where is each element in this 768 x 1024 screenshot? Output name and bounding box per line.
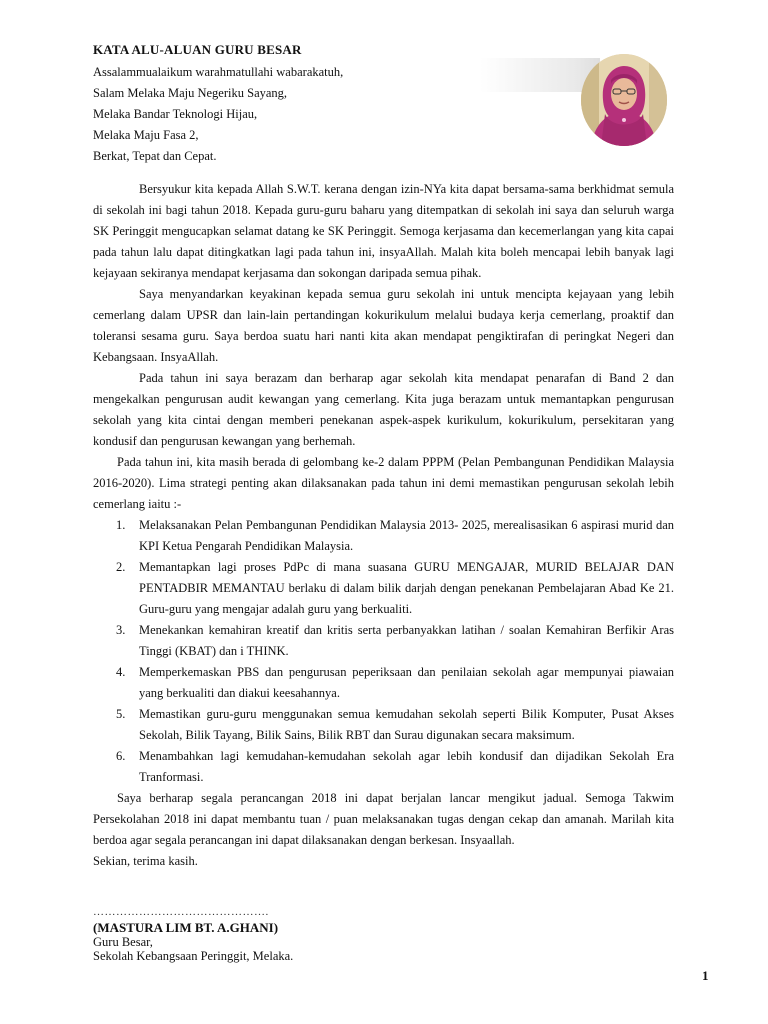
greeting-line: Salam Melaka Maju Negeriku Sayang, xyxy=(93,86,288,100)
signatory-name: (MASTURA LIM BT. A.GHANI) xyxy=(93,920,279,935)
list-number: 5. xyxy=(116,707,126,721)
signature-line: ………………………………………. xyxy=(93,906,269,918)
portrait-illustration xyxy=(581,54,667,146)
list-item xyxy=(93,746,674,788)
list-text: Melaksanakan Pelan Pembangunan Pendidikan Malaysia 2013- 2025, merealisasikan 6 aspirasi murid dan KPI Ketua Pengarah Pendidikan Malaysia. xyxy=(139,518,674,553)
list-text: Memastikan guru-guru menggunakan semua kemudahan sekolah seperti Bilik Komputer, Pusat Akses Sekolah, Bilik Tayang, Bilik Sains, Bilik RBT dan Surau digunakan secara maksimum. xyxy=(139,707,674,742)
paragraph: Bersyukur kita kepada Allah S.W.T. kerana dengan izin-NYa kita dapat bersama-sama berkhidmat semula di sekolah ini bagi tahun 2018. Kepada guru-guru baharu yang ditempatkan di sekolah ini saya dan seluruh warga SK Peringgit mengucapkan selamat datang ke SK Peringgit. Semoga kerjasama dan kecemerlangan yang kita capai pada tahun lalu dapat ditingkatkan lagi pada tahun ini, insyaAllah. Malah kita boleh mencapai lebih banyak lagi kejayaan sekiranya mendapat kerjasama dan sokongan daripada semua pihak. xyxy=(93,182,674,280)
list-item xyxy=(93,704,674,746)
greeting-line: Melaka Bandar Teknologi Hijau, xyxy=(93,107,258,121)
headmistress-photo xyxy=(581,54,667,146)
document-title: KATA ALU-ALUAN GURU BESAR xyxy=(93,42,302,57)
signoff: Sekian, terima kasih. xyxy=(93,854,198,868)
list-number: 6. xyxy=(116,749,126,763)
list-item xyxy=(93,515,674,557)
list-text: Menekankan kemahiran kreatif dan kritis serta perbanyakkan latihan / soalan Kemahiran Berfikir Aras Tinggi (KBAT) dan i THINK. xyxy=(139,623,674,658)
paragraph: Pada tahun ini, kita masih berada di gelombang ke-2 dalam PPPM (Pelan Pembangunan Pendidikan Malaysia 2016-2020). Lima strategi penting akan dilaksanakan pada tahun ini demi memastikan pengurusan sekolah lebih cemerlang iaitu :- xyxy=(93,455,674,511)
list-item xyxy=(93,557,674,620)
paragraph: Pada tahun ini saya berazam dan berharap agar sekolah kita mendapat penarafan di Band 2 dan mengekalkan pengurusan audit kewangan yang cemerlang. Kita juga berazam untuk memantapkan pengurusan sekolah yang kita cintai dengan memberi penekanan aspek-aspek kurikulum, kokurikulum, persekitaran yang kondusif dan pengurusan kewangan yang berhemah. xyxy=(93,371,674,448)
school-name: Sekolah Kebangsaan Peringgit, Melaka. xyxy=(93,949,294,963)
list-text: Menambahkan lagi kemudahan-kemudahan sekolah agar lebih kondusif dan dijadikan Sekolah Era Tranformasi. xyxy=(139,749,674,784)
closing-paragraph: Saya berharap segala perancangan 2018 ini dapat berjalan lancar mengikut jadual. Semoga Takwim Persekolahan 2018 ini dapat membantu tuan / puan melaksanakan tugas dengan cekap dan amanah. Marilah kita berdoa agar segala perancangan ini dapat dilaksanakan dengan berkesan. Insyaallah. xyxy=(93,791,674,847)
greeting-line: Melaka Maju Fasa 2, xyxy=(93,128,199,142)
list-number: 1. xyxy=(116,518,126,532)
page-number: 1 xyxy=(702,968,709,983)
paragraph: Saya menyandarkan keyakinan kepada semua guru sekolah ini untuk mencipta kejayaan yang lebih cemerlang dalam UPSR dan lain-lain pertandingan kokurikulum melalui budaya kerja cemerlang, proaktif dan toleransi sesama guru. Saya berdoa suatu hari nanti kita akan mendapat pengiktirafan di peringkat Negeri dan Kebangsaan. InsyaAllah. xyxy=(93,287,674,364)
list-text: Memantapkan lagi proses PdPc di mana suasana GURU MENGAJAR, MURID BELAJAR DAN PENTADBIR MEMANTAU berlaku di dalam bilik darjah dengan penekanan Pembelajaran Abad Ke 21. Guru-guru yang mengajar adalah guru yang berkualiti. xyxy=(139,560,674,616)
list-text: Memperkemaskan PBS dan pengurusan peperiksaan dan penilaian sekolah agar mempunyai piawaian yang berkualiti dan diakui keesahannya. xyxy=(139,665,674,700)
greeting-block xyxy=(93,62,343,167)
greeting-line: Assalammualaikum warahmatullahi wabarakatuh, xyxy=(93,65,344,79)
signatory-position: Guru Besar, xyxy=(93,935,153,949)
letter-body xyxy=(93,179,674,872)
list-number: 2. xyxy=(116,560,126,574)
list-number: 4. xyxy=(116,665,126,679)
list-item xyxy=(93,620,674,662)
strategy-list xyxy=(93,515,674,788)
signature-block xyxy=(93,905,293,963)
list-number: 3. xyxy=(116,623,126,637)
greeting-line: Berkat, Tepat dan Cepat. xyxy=(93,149,217,163)
list-item xyxy=(93,662,674,704)
